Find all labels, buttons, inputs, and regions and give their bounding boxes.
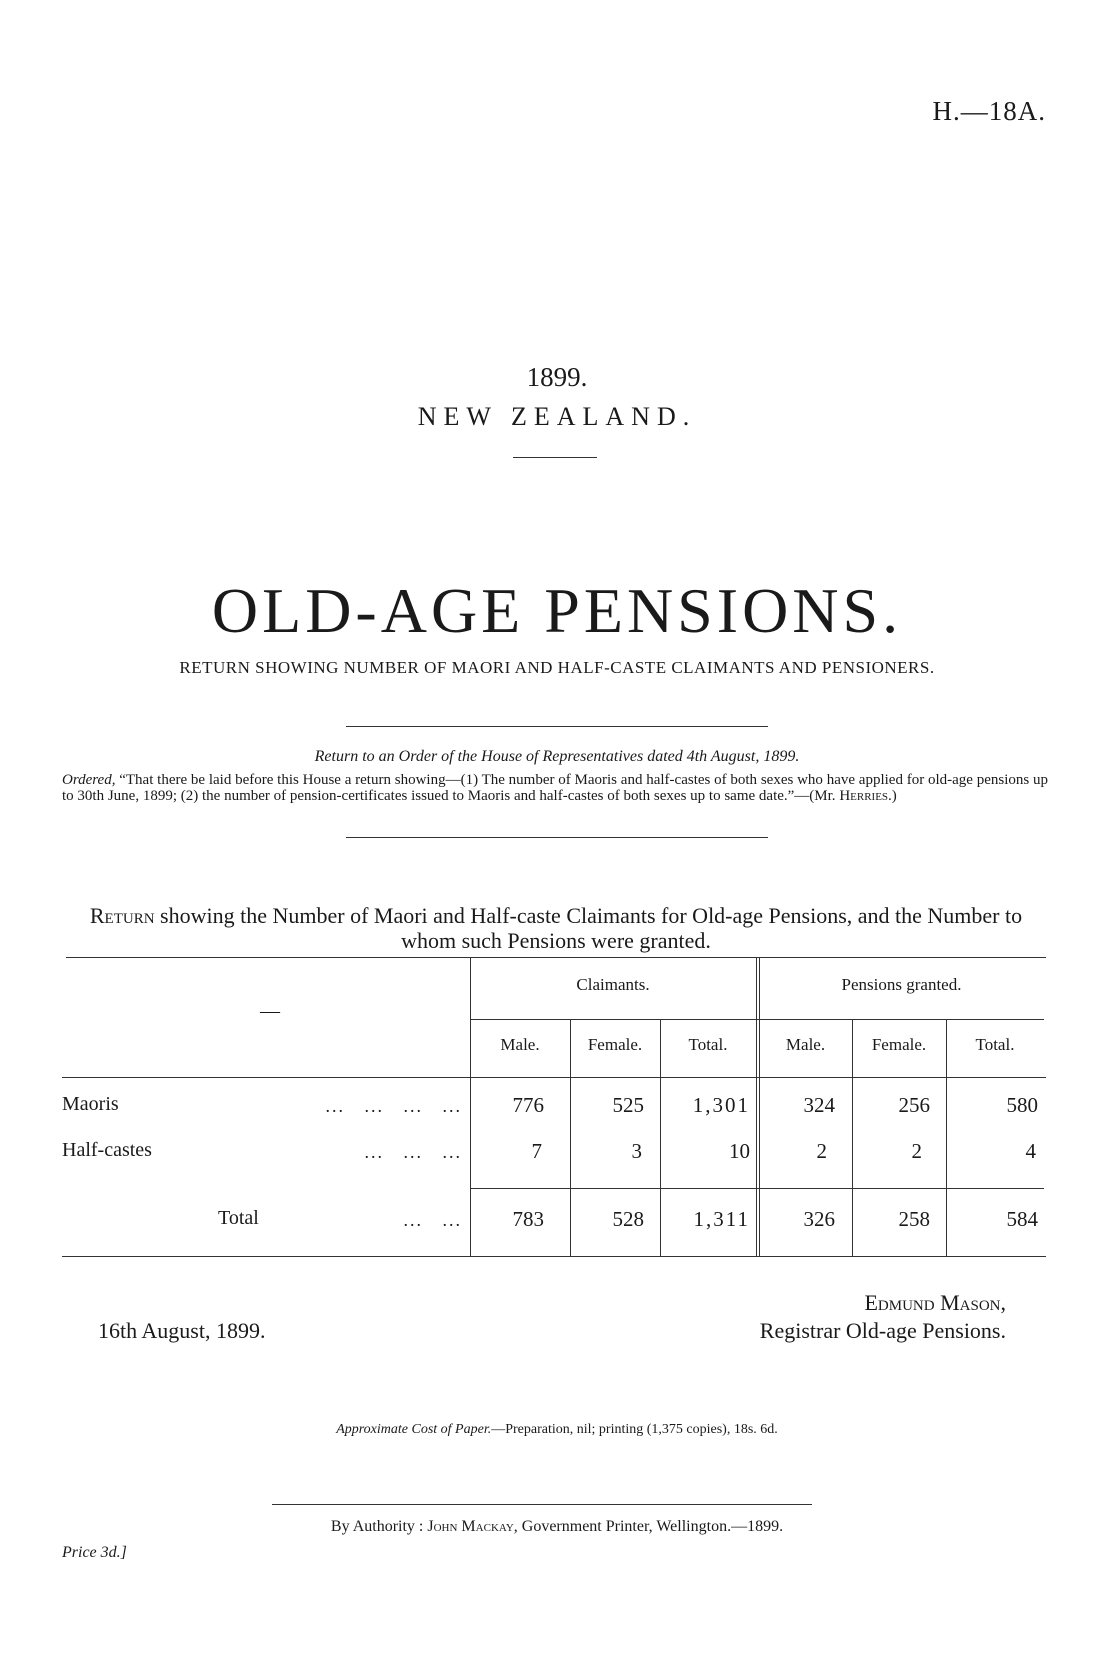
signatory-office: Registrar Old-age Pensions. <box>759 1318 1006 1343</box>
total-claimants-female: 528 <box>612 1207 644 1231</box>
return-date: 16th August, 1899. <box>98 1318 266 1343</box>
claimants-total-header: Total. <box>688 1035 728 1054</box>
order-heading: Return to an Order of the House of Representatives dated 4th August, 1899. <box>314 748 800 765</box>
claimants-male-header: Male. <box>500 1035 540 1054</box>
order-body-text: “That there be laid before this House a return showing—(1) The number of Maoris and half-castes of both sexes who have applied for old-age pensions up to 30th June, 1899; (2) the number of pension-certificates issued to Maoris and half-castes of both sexes up to same date.”—(Mr. <box>62 772 1048 804</box>
row-label-maoris: Maoris <box>62 1093 119 1115</box>
divider <box>272 1504 812 1505</box>
ordered-word: Ordered, <box>62 772 116 788</box>
authority-rest: , Government Printer, Wellington.—1899. <box>513 1518 784 1535</box>
year: 1899. <box>526 362 588 392</box>
member-name: Herries <box>839 788 889 804</box>
price: Price 3d.] <box>62 1544 127 1561</box>
total-top-rule <box>470 1188 1044 1189</box>
claimants-female-header: Female. <box>587 1035 643 1054</box>
pensions-granted-header: Pensions granted. <box>841 975 962 994</box>
blank-header: — <box>260 1000 280 1022</box>
caption-text: showing the Number of Maori and Half-caste Claimants for Old-age Pensions, and the Number to whom such Pensions were granted. <box>154 903 1023 953</box>
cost-of-paper <box>0 1422 1114 1438</box>
cost-text: —Preparation, nil; printing (1,375 copies), 18s. 6d. <box>491 1422 778 1437</box>
total-claimants-total: 1,311 <box>693 1207 750 1231</box>
table-bottom-rule <box>62 1256 1046 1257</box>
pensions-male-header: Male. <box>785 1035 826 1054</box>
group-header-rule <box>470 1019 1044 1020</box>
signatory-name: Edmund Mason, <box>864 1290 1006 1315</box>
total-row-label: Total <box>218 1207 259 1229</box>
maoris-pensions-female: 256 <box>898 1093 930 1117</box>
maoris-pensions-total: 580 <box>1006 1093 1038 1117</box>
header-bottom-rule <box>62 1077 1046 1078</box>
country: NEW ZEALAND. <box>417 402 697 431</box>
leader-dots: ... ... ... ... <box>325 1096 462 1116</box>
printer-name: John Mackay <box>427 1518 514 1535</box>
document-subtitle: RETURN SHOWING NUMBER OF MAORI AND HALF-CASTE CLAIMANTS AND PENSIONERS. <box>179 658 935 677</box>
leader-dots: ... ... ... <box>364 1142 462 1162</box>
pensions-total-header: Total. <box>975 1035 1015 1054</box>
half-castes-pensions-female: 2 <box>911 1139 922 1163</box>
maoris-claimants-total: 1,301 <box>692 1093 750 1117</box>
cost-label: Approximate Cost of Paper. <box>336 1422 492 1437</box>
maoris-claimants-male: 776 <box>512 1093 544 1117</box>
half-castes-claimants-total: 10 <box>729 1139 750 1163</box>
paper-reference: H.—18A. <box>932 96 1046 126</box>
half-castes-pensions-male: 2 <box>816 1139 827 1163</box>
printer-authority <box>0 1518 1114 1536</box>
total-claimants-male: 783 <box>512 1207 544 1231</box>
maoris-pensions-male: 324 <box>803 1093 835 1117</box>
pensions-female-header: Female. <box>871 1035 927 1054</box>
half-castes-claimants-male: 7 <box>531 1139 542 1163</box>
caption-lead: Return <box>89 903 155 928</box>
maoris-claimants-female: 525 <box>612 1093 644 1117</box>
half-castes-pensions-total: 4 <box>1025 1139 1036 1163</box>
total-pensions-total: 584 <box>1006 1207 1038 1231</box>
row-label-half-castes: Half-castes <box>62 1139 152 1161</box>
order-close: .) <box>888 788 897 804</box>
total-pensions-male: 326 <box>803 1207 835 1231</box>
claimants-header: Claimants. <box>576 975 650 994</box>
document-title: OLD-AGE PENSIONS. <box>211 575 903 646</box>
half-castes-claimants-female: 3 <box>631 1139 642 1163</box>
table-top-rule <box>66 957 1046 958</box>
leader-dots: ... ... <box>403 1210 462 1230</box>
authority-lead: By Authority : <box>330 1518 428 1535</box>
total-pensions-female: 258 <box>898 1207 930 1231</box>
column-rule <box>756 958 757 1256</box>
